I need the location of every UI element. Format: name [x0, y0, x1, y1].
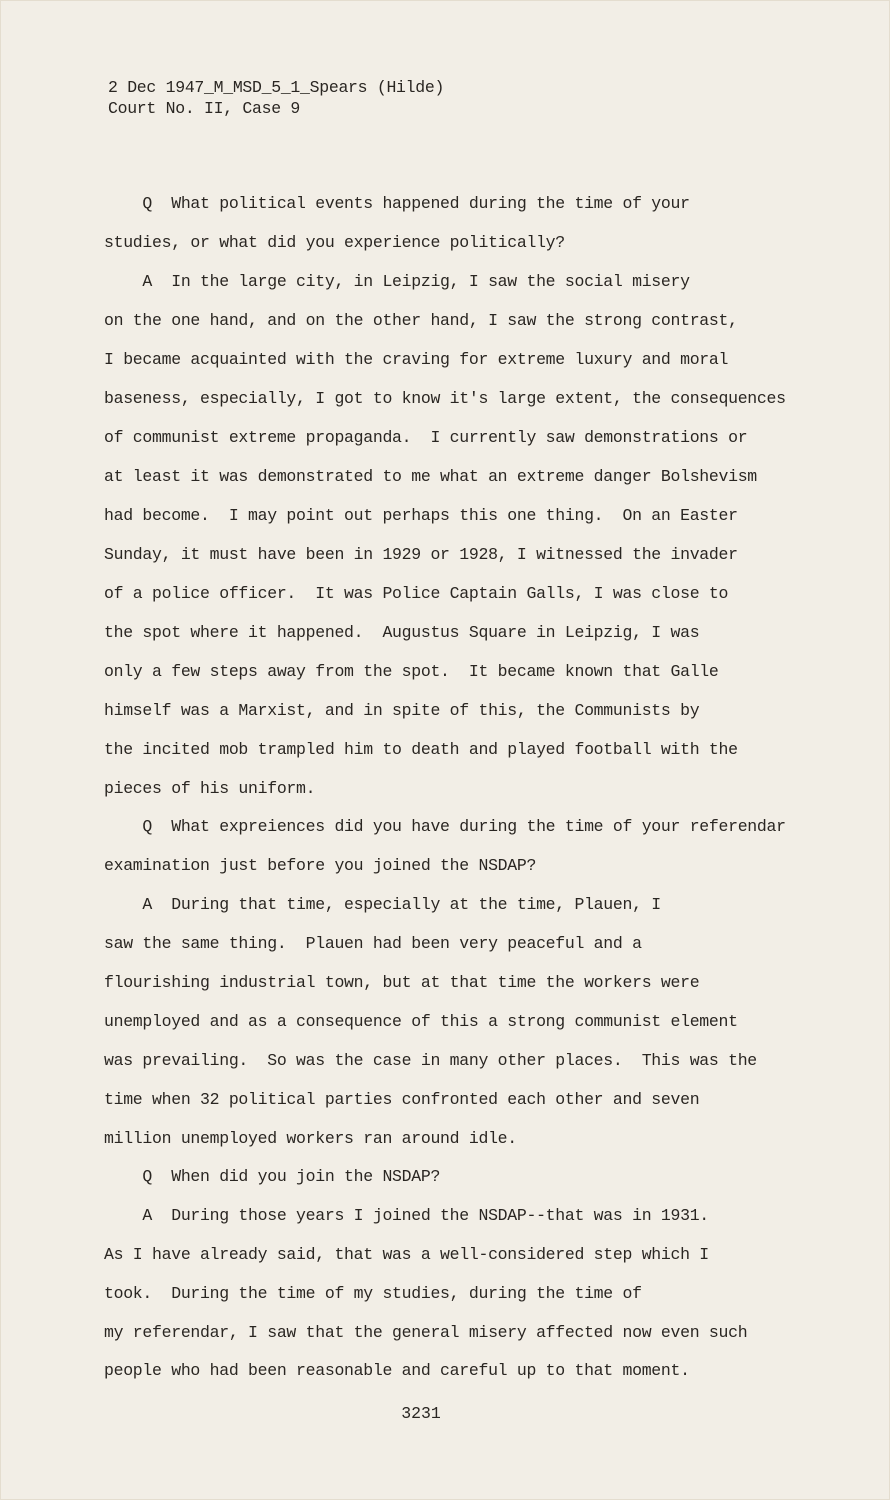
transcript-line: I became acquainted with the craving for extreme luxury and moral — [104, 350, 729, 369]
transcript-line: saw the same thing. Plauen had been very peaceful and a — [104, 934, 642, 953]
transcript-line: flourishing industrial town, but at that time the workers were — [104, 973, 700, 992]
transcript-line: As I have already said, that was a well-considered step which I — [104, 1245, 709, 1264]
transcript-line: took. During the time of my studies, during the time of — [104, 1284, 642, 1303]
header-line-1: 2 Dec 1947_M_MSD_5_1_Spears (Hilde) — [108, 78, 445, 97]
transcript-line: had become. I may point out perhaps this one thing. On an Easter — [104, 506, 738, 525]
transcript-line: pieces of his uniform. — [104, 779, 316, 798]
transcript-line: people who had been reasonable and careful up to that moment. — [104, 1361, 690, 1380]
transcript-line: A During those years I joined the NSDAP--that was in 1931. — [104, 1206, 709, 1225]
transcript-line: million unemployed workers ran around idle. — [104, 1129, 517, 1148]
transcript-line: my referendar, I saw that the general misery affected now even such — [104, 1323, 748, 1342]
transcript-line: only a few steps away from the spot. It became known that Galle — [104, 662, 719, 681]
transcript-line: of communist extreme propaganda. I currently saw demonstrations or — [104, 428, 748, 447]
transcript-line: himself was a Marxist, and in spite of this, the Communists by — [104, 701, 700, 720]
transcript-line: studies, or what did you experience politically? — [104, 233, 565, 252]
transcript-line: examination just before you joined the NSDAP? — [104, 856, 537, 875]
transcript-line: A In the large city, in Leipzig, I saw the social misery — [104, 272, 690, 291]
transcript-line: baseness, especially, I got to know it's large extent, the consequences — [104, 389, 786, 408]
transcript-line: Sunday, it must have been in 1929 or 1928, I witnessed the invader — [104, 545, 738, 564]
transcript-line: A During that time, especially at the time, Plauen, I — [104, 895, 661, 914]
transcript-line: the incited mob trampled him to death and played football with the — [104, 740, 738, 759]
transcript-line: at least it was demonstrated to me what an extreme danger Bolshevism — [104, 467, 757, 486]
transcript-line: on the one hand, and on the other hand, I saw the strong contrast, — [104, 311, 738, 330]
transcript-line: Q When did you join the NSDAP? — [104, 1167, 441, 1186]
page-number: 3231 — [401, 1404, 441, 1423]
transcript-line: time when 32 political parties confronted each other and seven — [104, 1090, 700, 1109]
transcript-line: the spot where it happened. Augustus Square in Leipzig, I was — [104, 623, 700, 642]
transcript-line: unemployed and as a consequence of this a strong communist element — [104, 1012, 738, 1031]
transcript-line: Q What political events happened during the time of your — [104, 194, 690, 213]
transcript-line: Q What expreiences did you have during the time of your referendar — [104, 817, 786, 836]
transcript-line: of a police officer. It was Police Captain Galls, I was close to — [104, 584, 729, 603]
header-line-2: Court No. II, Case 9 — [108, 99, 301, 118]
transcript-line: was prevailing. So was the case in many other places. This was the — [104, 1051, 757, 1070]
